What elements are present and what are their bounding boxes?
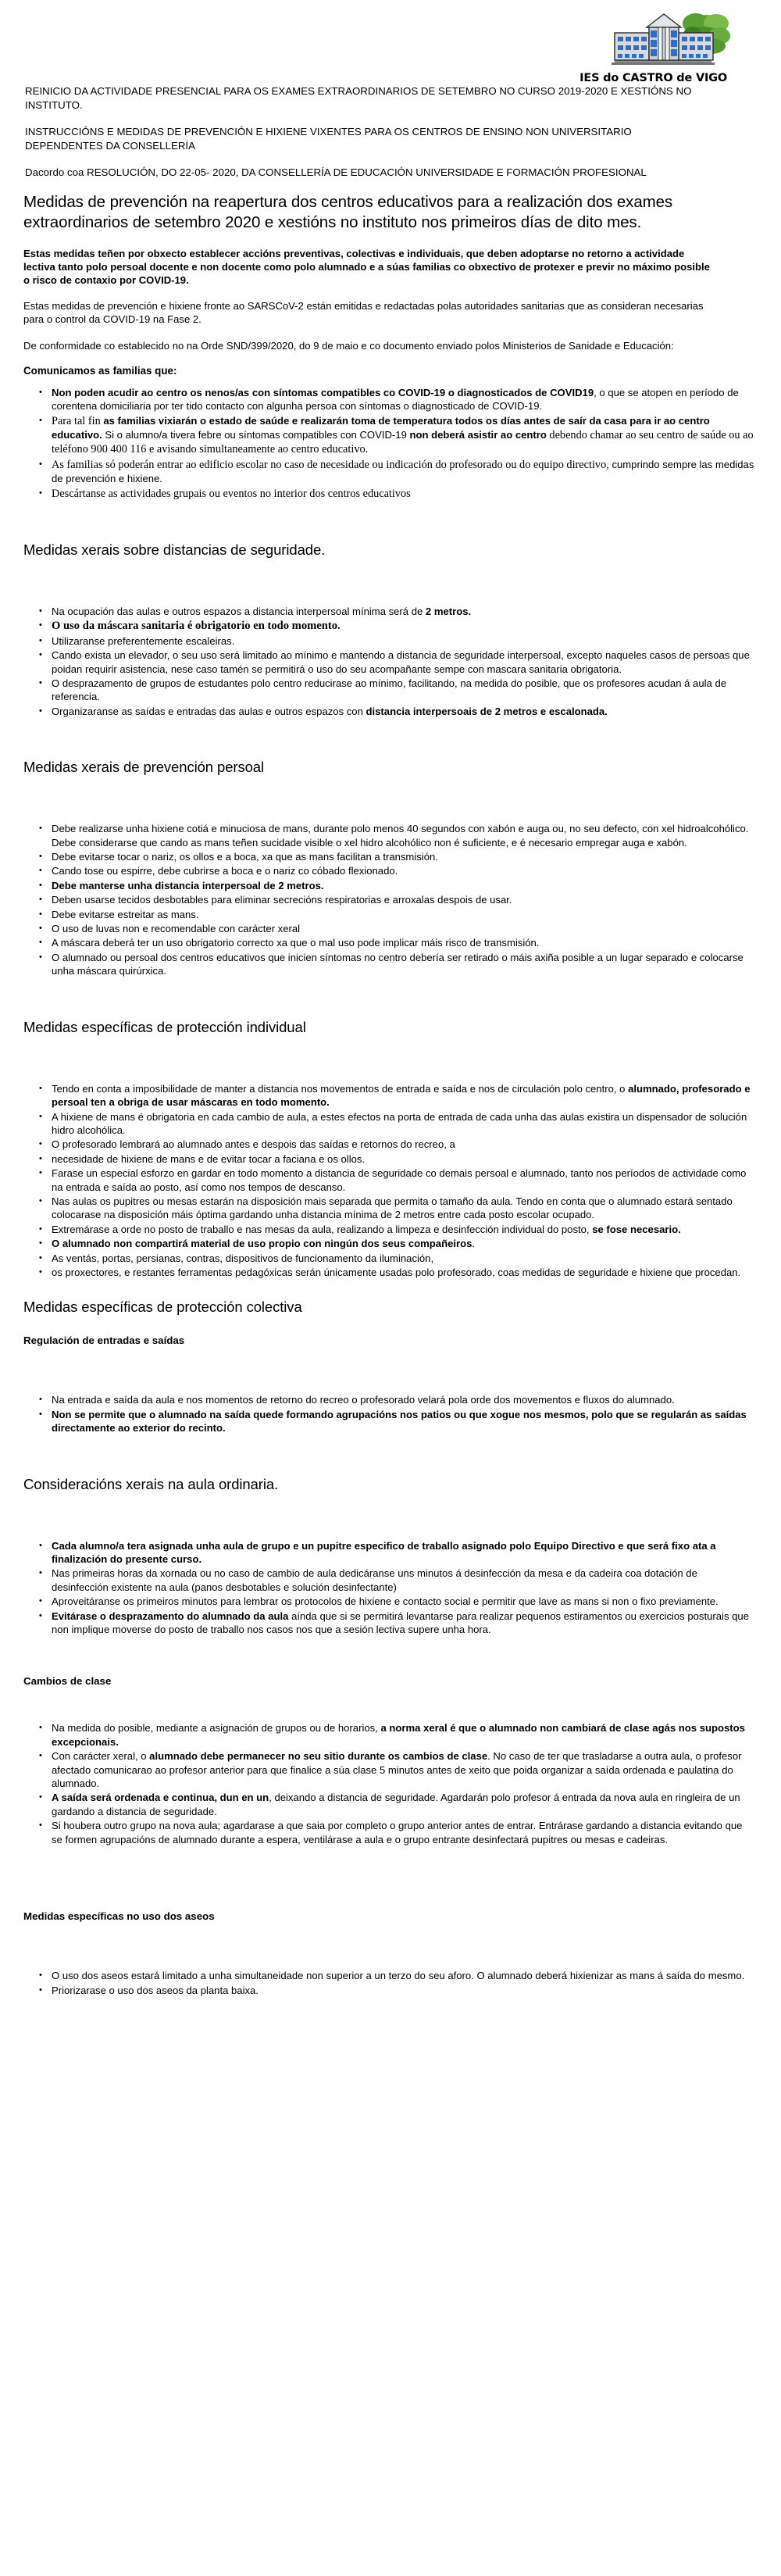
colectiva-bullet-list <box>23 1393 758 1434</box>
spacer <box>23 1924 758 1969</box>
spacer <box>23 502 758 522</box>
list-item <box>23 458 754 486</box>
list-item <box>23 864 754 877</box>
list-item-text: O alumnado ou persoal dos centros educativos que inicien síntomas no centro debería ser retirado o máis axiña posible a un lugar separado e colocarse unha máscara quirúrxica. <box>52 951 744 977</box>
list-item <box>23 951 754 978</box>
aseos-bullet-list <box>23 1969 758 1997</box>
list-item-text: aínda que si se permitirá levantarse para realizar pequenos estiramentos ou exercicios posturais que non implique moverse do posto de traballo nos casos nos que a sesión lectiva supere unha hora. <box>52 1610 749 1636</box>
list-item-text: Con carácter xeral, o <box>52 1750 150 1763</box>
cambios-clase-bullet-list <box>23 1721 758 1846</box>
list-item <box>23 908 754 921</box>
list-item-text: . No caso de ter que trasladarse a outra aula, o profesor afectado comunicarao ao profesor anterior para que finalice a súa clase 5 minutos antes de xeito que poida organizar a saída ordenada e paulatina do alumnado. <box>52 1750 742 1790</box>
paragraph-obxecto: Estas medidas teñen por obxecto establecer accións preventivas, colectivas e individuais, que deben adoptarse no retorno a actividade lectiva tanto polo persoal docente e non docente como polo alumnado e a súas familias co obxectivo de protexer e previr no máximo posible o risco de contaxio por COVID-19. <box>23 247 710 286</box>
list-item <box>23 1237 754 1250</box>
list-item <box>23 879 754 892</box>
intro-line-reinicio: REINICIO DA ACTIVIDADE PRESENCIAL PARA OS EXAMES EXTRAORDINARIOS DE SETEMBRO NO CURSO 2019-2020 E XESTIÓNS NO INSTITUTO. <box>25 85 692 111</box>
list-item <box>23 1721 754 1749</box>
list-item-text: 2 metros. <box>425 605 472 617</box>
list-item-text: os proxectores, e restantes ferramentas pedagóxicas serán únicamente usadas polo profesorado, coas medidas de seguridade e hixiene que procedan. <box>52 1266 741 1278</box>
heading-medidas-aseos: Medidas específicas no uso dos aseos <box>23 1910 215 1923</box>
list-item <box>23 1595 754 1608</box>
list-item-text: Non poden acudir ao centro os nenos/as con síntomas compatibles co COVID-19 o diagnosticados de COVID19 <box>52 386 594 398</box>
list-item <box>23 850 754 863</box>
list-item <box>23 487 754 501</box>
familias-bullet-list <box>23 386 758 501</box>
sections-container <box>23 502 758 1279</box>
list-item-text: Nas primeiras horas da xornada ou no caso de cambio de aula dedicáranse uns minutos á desinfección da mesa e da cadeira coa dotación de desinfección existente na aula (panos desbotables e solución desinfectante) <box>52 1567 697 1593</box>
list-item-text: Extremárase a orde no posto de traballo e nas mesas da aula, realizando a limpeza e desinfección individual do posto, <box>52 1223 593 1235</box>
heading-prevencion-persoal: Medidas xerais de prevención persoal <box>23 759 264 776</box>
list-item-text: Deben usarse tecidos desbotables para eliminar secrecións respiratorias e arroxalas despois de usar. <box>52 894 512 906</box>
intro-line-instruccions: INSTRUCCIÓNS E MEDIDAS DE PREVENCIÓN E HIXIENE VIXENTES PARA OS CENTROS DE ENSINO NON UNIVERSITARIO DEPENDENTES DA CONSELLERÍA <box>25 126 632 152</box>
list-item <box>23 1567 754 1594</box>
list-item <box>23 893 754 906</box>
spacer <box>23 1847 758 1892</box>
list-item-text: Descártanse as actividades grupais ou eventos no interior dos centros educativos <box>52 487 411 500</box>
intro-block <box>23 84 758 180</box>
list-item-text: debendo chamar ao seu centro de saúde ou ao teléfono 900 400 116 e avisando simultaneamente ao centro educativo. <box>52 428 754 456</box>
list-item-text: Utilizaranse preferentemente escaleiras. <box>52 634 235 647</box>
spacer <box>23 1494 758 1539</box>
list-item <box>23 634 754 648</box>
spacer <box>23 1688 758 1721</box>
list-item <box>23 1152 754 1166</box>
list-item-text: Farase un especial esforzo en gardar en todo momento a distancia de seguridade co demais persoal e alumnado, tanto nos períodos de actividade como na entrada e saída ao posto, así como nos tempos de descanso. <box>52 1167 747 1193</box>
list-item-text: Debe evitarse estreitar as mans. <box>52 908 199 920</box>
list-item-text: Cando exista un elevador, o seu uso será limitado ao mínimo e mantendo a distancia de seguridade interpersoal, excepto naqueles casos de persoas que poidan requirir asistencia, nese caso tamén se permitirá o uso do seu acompañante sempe con mascara sanitaria obrigatoria. <box>52 649 750 675</box>
paragraph-conformidade: De conformidade co establecido no na Orde SND/399/2020, do 9 de maio e co documento enviado polos Ministerios de Sanidade e Educación: <box>23 339 674 352</box>
list-item-text: O alumnado non compartirá material de uso propio con ningún dos seus compañeiros <box>52 1238 473 1250</box>
list-item-text: , deixando a distancia de seguridade. Agardarán polo profesor á entrada da nova aula en ringleira de un gardando a distancia de seguridade. <box>52 1792 740 1817</box>
list-item <box>23 1539 754 1567</box>
distancias-bullet-list <box>23 605 758 718</box>
list-item <box>23 1984 754 1997</box>
list-item <box>23 414 754 457</box>
list-item-text: Na ocupación das aulas e outros espazos a distancia interpersoal mínima será de <box>52 605 426 617</box>
spacer <box>23 1348 758 1393</box>
list-item-text: A hixiene de mans é obrigatoria en cada cambio de aula, a estes efectos na porta de entrada de cada unha das aulas existira un dispensador de solución hidro alcohólica. <box>52 1110 747 1136</box>
list-item <box>23 1791 754 1818</box>
list-item <box>23 1252 754 1265</box>
list-item <box>23 936 754 949</box>
list-item-text: Si houbera outro grupo na nova aula; agardarase a que saia por completo o grupo anterior antes de entrar. Entrárase gardando a distancia evitando que se formen agrupacións de alumnado durante a espera, ventilárase a aula e o grupo entrante desinfectará pupitres ou mesas e cadeiras. <box>52 1820 743 1845</box>
list-item-text: Na medida do posible, mediante a asignación de grupos ou de horarios, <box>52 1722 381 1735</box>
list-item <box>23 1138 754 1151</box>
paragraph-autoridades: Estas medidas de prevención e hixiene fronte ao SARSCoV-2 están emitidas e redactadas polas autoridades sanitarias que as consideran necesarias para o control da COVID-19 na Fase 2. <box>23 300 704 326</box>
list-item-text: Na entrada e saída da aula e nos momentos de retorno do recreo o profesorado velará pola orde dos movementos e fluxos do alumnado. <box>52 1394 675 1406</box>
list-item <box>23 1223 754 1236</box>
list-item <box>23 1408 754 1435</box>
list-item-text: Cando tose ou espirre, debe cubrirse a boca e o nariz co cóbado flexionado. <box>52 865 398 877</box>
list-item-text: Para tal fin <box>52 414 104 427</box>
school-building-with-tree-icon <box>604 11 730 70</box>
prevencion-persoal-bullet-list <box>23 822 758 977</box>
heading-aula-ordinaria: Consideracións xerais na aula ordinaria. <box>23 1475 279 1492</box>
list-item-text: O uso de luvas non e recomendable con carácter xeral <box>52 923 301 935</box>
spacer <box>23 1436 758 1456</box>
list-item-text: Organizaranse as saídas e entradas das aulas e outros espazos con <box>52 705 366 717</box>
list-item-text: O desprazamento de grupos de estudantes polo centro reducirase ao mínimo, facilitando, na medida do posible, que os profesores acudan á aula de referencia. <box>52 677 727 703</box>
list-item-text: Debe realizarse unha hixiene cotiá e minuciosa de mans, durante polo menos 40 segundos con xabón e auga ou, no seu defecto, con xel hidroalcohólico. Debe considerarse que cando as mans teñen sucidade visible o xel hidro alcohólico non é suficiente, e é necesario empregar auga e xabón. <box>52 823 749 849</box>
list-item <box>23 705 754 718</box>
list-item <box>23 822 754 849</box>
spacer <box>23 777 758 822</box>
list-item-text: As ventás, portas, persianas, contras, dispositivos de funcionamento da iluminación, <box>52 1252 434 1264</box>
list-item-text: distancia interpersoais de 2 metros e escalonada. <box>366 705 608 717</box>
list-item-text: Priorizarase o uso dos aseos da planta baixa. <box>52 1984 259 1996</box>
heading-distancias: Medidas xerais sobre distancias de seguridade. <box>23 541 326 558</box>
list-item <box>23 1082 754 1109</box>
list-item <box>23 1749 754 1790</box>
proteccion-individual-bullet-list <box>23 1082 758 1280</box>
spacer <box>23 559 758 605</box>
list-item <box>23 1819 754 1846</box>
list-item <box>23 1969 754 1982</box>
list-item <box>23 1195 754 1222</box>
spacer <box>23 1637 758 1657</box>
list-item <box>23 648 754 676</box>
list-item-text: Debe manterse unha distancia interpersoal de 2 metros. <box>52 879 324 891</box>
aula-ordinaria-bullet-list <box>23 1539 758 1637</box>
list-item-text: O profesorado lembrará ao alumnado antes e despois das saídas e retornos do recreo, a <box>52 1138 455 1151</box>
intro-line-resolucion: Dacordo coa RESOLUCIÓN, DO 22-05- 2020, DA CONSELLERÍA DE EDUCACIÓN UNIVERSIDADE E FORMACIÓN PROFESIONAL <box>25 166 647 178</box>
list-item-text: alumnado, profesorado e persoal ten a obriga de usar máscaras en todo momento. <box>52 1082 751 1109</box>
subheading-regulacion-entradas: Regulación de entradas e saídas <box>23 1334 185 1347</box>
list-item-text: necesidade de hixiene de mans e de evitar tocar a faciana e os ollos. <box>52 1152 366 1165</box>
list-item <box>23 677 754 704</box>
spacer <box>23 1037 758 1082</box>
list-item-text: alumnado debe permanecer no seu sitio durante os cambios de clase <box>149 1750 488 1763</box>
list-item-text: O uso dos aseos estará limitado a unha simultaneidade non superior a un terzo do seu aforo. O alumnado deberá hixienizar as mans á saída do mesmo. <box>52 1970 745 1982</box>
list-item-text: A máscara deberá ter un uso obrigatorio correcto xa que o mal uso pode implicar máis risco de transmisión. <box>52 937 540 949</box>
list-item-text: Non se permite que o alumnado na saída quede formando agrupacións nos patios ou que xogue nos mesmos, polo que se regularán as saídas directamente ao exterior do recinto. <box>52 1408 747 1434</box>
list-item <box>23 386 754 413</box>
spacer <box>23 719 758 739</box>
list-item-text: O uso da máscara sanitaria é obrigatorio en todo momento. <box>52 620 341 633</box>
list-item <box>23 1393 754 1406</box>
list-item-text: . <box>472 1238 476 1250</box>
list-item-text: Evitárase o desprazamento do alumnado da aula <box>52 1610 289 1622</box>
school-logo-block <box>23 0 758 84</box>
list-item-text: a norma xeral é que o alumnado non cambiará de clase agás nos supostos excepcionais. <box>52 1722 745 1748</box>
list-item-text: , o que se atopen en período de corentena domiciliaria por ter tido contacto con algunha persoa con síntomas o diagnosticado de COVID-19. <box>52 386 739 413</box>
list-item-text: As familias só poderán entrar ao edificio escolar no caso de necesidade ou indicación do profesorado ou do equipo directivo, <box>52 458 609 471</box>
list-item-text: Cada alumno/a tera asignada unha aula de grupo e un pupitre especifico de traballo asignado polo Equipo Directivo e que será fixo ata a finalización do presente curso. <box>52 1539 716 1565</box>
heading-proteccion-individual: Medidas específicas de protección individual <box>23 1018 306 1035</box>
list-item-text: A saída será ordenada e continua, dun en un <box>52 1792 269 1804</box>
list-item <box>23 1266 754 1279</box>
spacer <box>23 979 758 999</box>
list-item <box>23 619 754 633</box>
list-item-text: Si o alumno/a tivera febre ou síntomas compatibles con COVID-19 <box>102 428 410 441</box>
document-title: Medidas de prevención na reapertura dos centros educativos para a realización dos exames extraordinarios de setembro 2020 e xestións no instituto nos primeiros días de dito mes. <box>23 192 673 231</box>
list-item <box>23 1110 754 1138</box>
list-item <box>23 605 754 618</box>
list-item-text: non deberá asistir ao centro <box>409 428 547 441</box>
heading-proteccion-colectiva: Medidas específicas de protección colectiva <box>23 1299 302 1316</box>
paragraph-comunicamos: Comunicamos as familias que: <box>23 364 177 377</box>
list-item <box>23 1167 754 1194</box>
list-item-text: se fose necesario. <box>592 1223 681 1235</box>
list-item-text: Debe evitarse tocar o nariz, os ollos e a boca, xa que as mans facilitan a transmisión. <box>52 851 438 863</box>
list-item-text: Tendo en conta a imposibilidade de manter a distancia nos movementos de entrada e saída e nos de circulación polo centro, o <box>52 1082 629 1095</box>
list-item-text: Nas aulas os pupitres ou mesas estarán na disposición mais separada que permita o tamaño da aula. Tendo en conta que o alumnado estará sentado colocarase na disposición máis óptima gardando unha distancia mínima de 2 metros entre cada posto escolar ocupado. <box>52 1195 733 1221</box>
list-item-text: as familias vixiarán o estado de saúde e realizarán toma de temperatura todos os días antes de saír da casa para ir ao centro educativo. <box>52 414 710 441</box>
school-name-caption: IES do CASTRO de VIGO <box>580 72 727 84</box>
heading-cambios-de-clase: Cambios de clase <box>23 1675 112 1688</box>
list-item-text: cumprindo sempre las medidas de prevención e hixiene. <box>52 458 754 485</box>
list-item <box>23 922 754 935</box>
list-item <box>23 1610 754 1637</box>
list-item-text: Aproveitáranse os primeiros minutos para lembrar os protocolos de hixiene e contacto social e permitir que lave as mans si non o fixo previamente. <box>52 1595 719 1608</box>
